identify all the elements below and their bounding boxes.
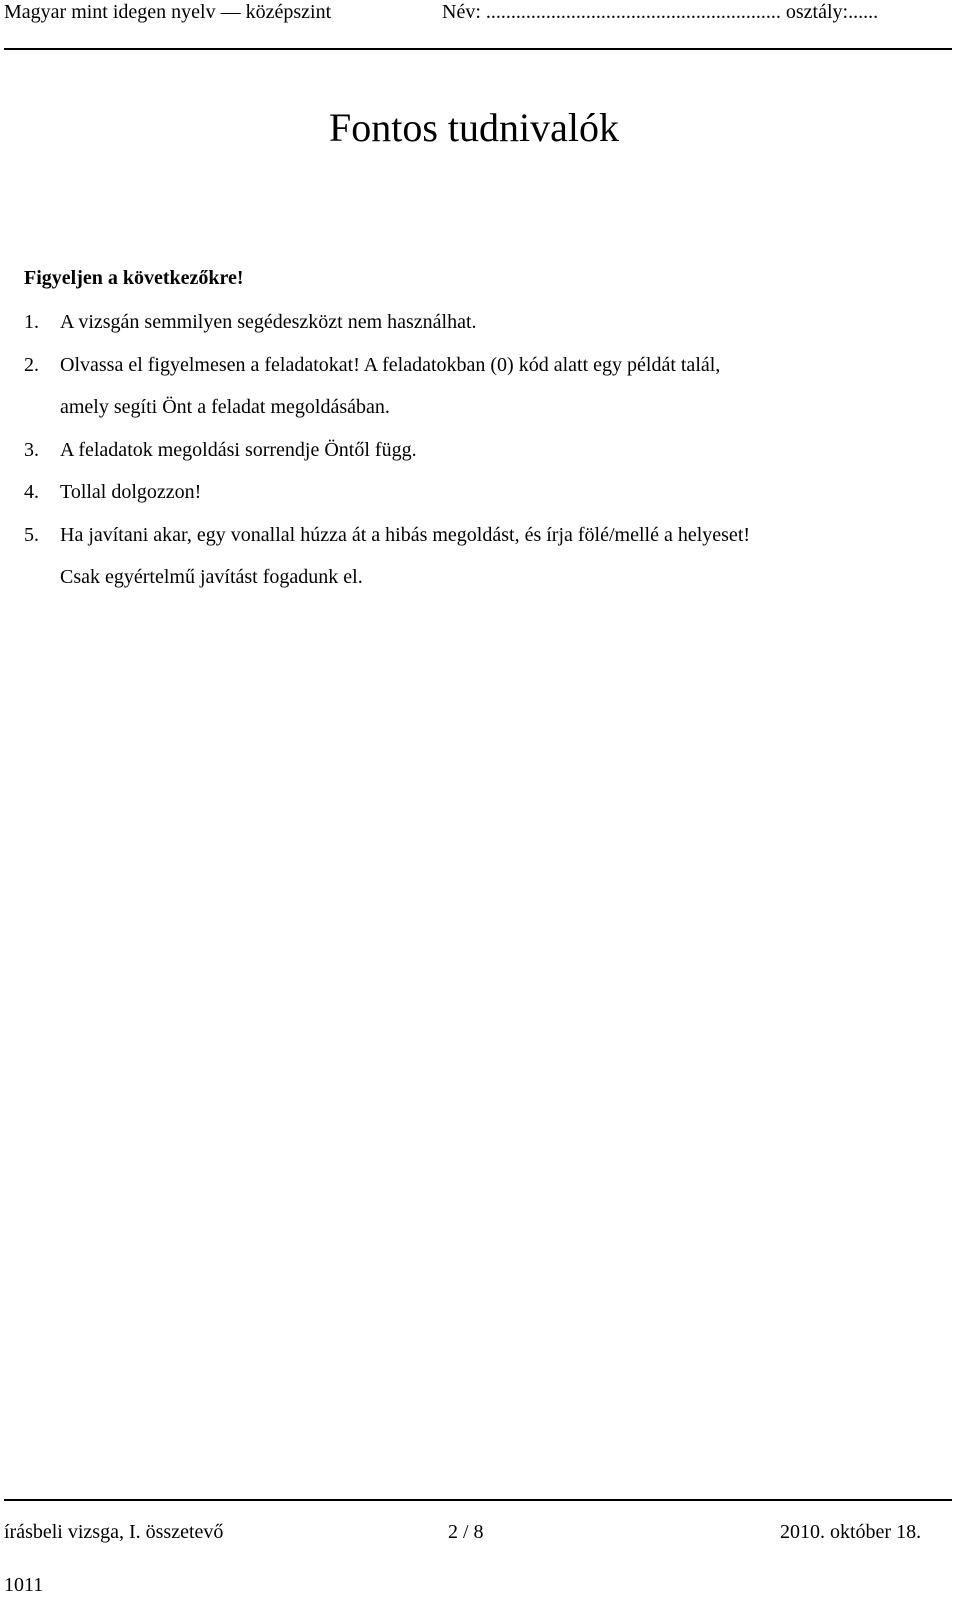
list-item-text: Tollal dolgozzon!: [60, 481, 202, 503]
footer-code: 1011: [4, 1574, 44, 1596]
list-item-number: 3.: [24, 439, 39, 461]
header-subject: Magyar mint idegen nyelv — középszint: [4, 1, 332, 23]
list-item-text: Ha javítani akar, egy vonallal húzza át a hibás megoldást, és írja fölé/mellé a helyeset!: [60, 524, 751, 546]
list-item-text: Csak egyértelmű javítást fogadunk el.: [60, 566, 363, 588]
list-item-number: 4.: [24, 481, 39, 503]
list-item-number: 1.: [24, 311, 39, 333]
footer-divider: [4, 1499, 952, 1501]
list-item-text: Olvassa el figyelmesen a feladatokat! A feladatokban (0) kód alatt egy példát talál,: [60, 354, 721, 376]
list-item-number: 5.: [24, 524, 39, 546]
header-name-class-field: Név: ........................................................... osztály:......: [442, 1, 879, 23]
footer-exam-part: írásbeli vizsga, I. összetevő: [4, 1521, 224, 1543]
list-item-text: amely segíti Önt a feladat megoldásában.: [60, 396, 390, 418]
footer-page-number: 2 / 8: [448, 1521, 484, 1543]
footer-date: 2010. október 18.: [780, 1521, 922, 1543]
list-item-text: A vizsgán semmilyen segédeszközt nem használhat.: [60, 311, 477, 333]
page-title: Fontos tudnivalók: [328, 105, 620, 150]
header-divider: [4, 48, 952, 50]
list-item-number: 2.: [24, 354, 39, 376]
list-item-text: A feladatok megoldási sorrendje Öntől függ.: [60, 439, 417, 461]
instructions-intro: Figyeljen a következőkre!: [24, 267, 244, 289]
